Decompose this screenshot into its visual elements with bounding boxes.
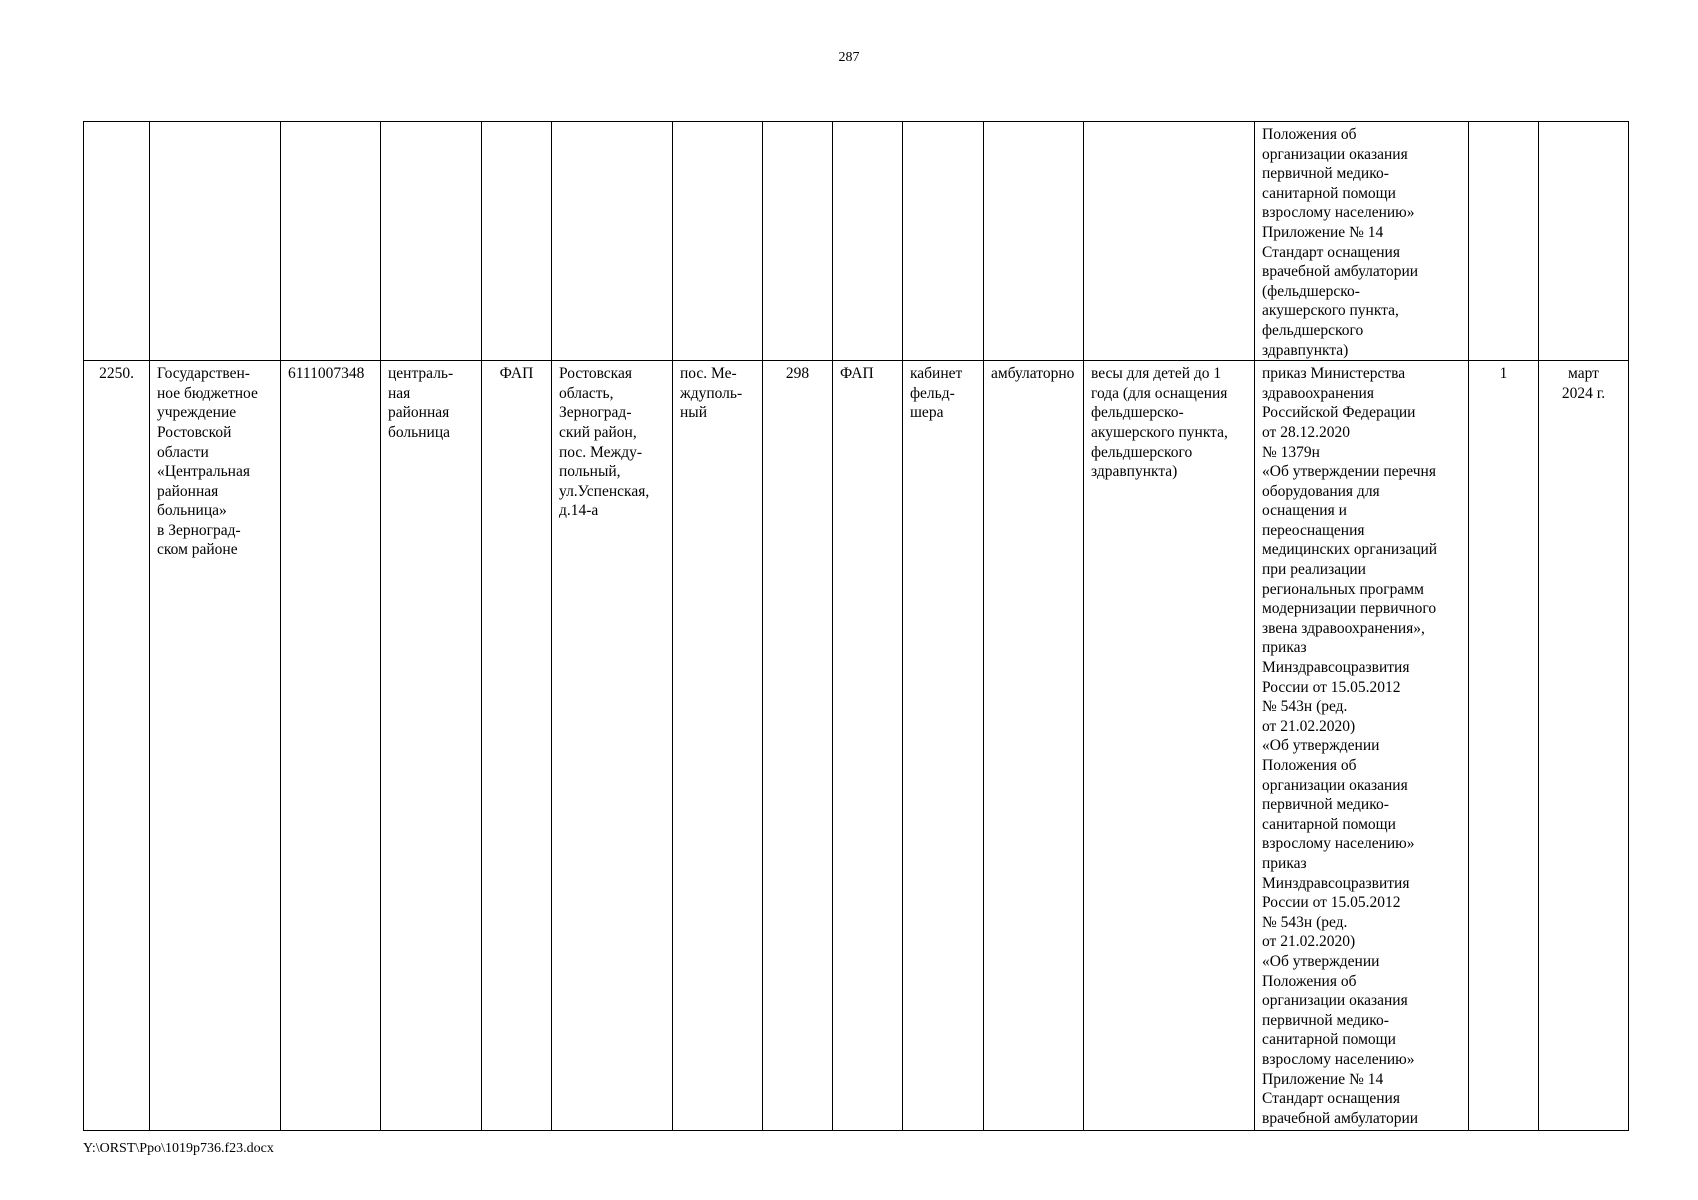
cell-code: 298 bbox=[763, 361, 833, 1131]
cell-unit: ФАП bbox=[482, 361, 552, 1131]
table-row bbox=[84, 361, 1629, 1131]
cell-inn bbox=[281, 122, 381, 361]
page-number: 287 bbox=[838, 50, 860, 65]
cell-num: 2250. bbox=[84, 361, 150, 1131]
equipment-table bbox=[83, 121, 1629, 1131]
cell-unit2: ФАП bbox=[833, 361, 903, 1131]
cell-org-type bbox=[381, 122, 482, 361]
cell-quantity: 1 bbox=[1469, 361, 1539, 1131]
cell-basis: приказ Министерства здравоохранения Российской Федерации от 28.12.2020 № 1379н «Об утверждении перечня оборудования для оснащения и переоснащения медицинских организаций при реализации региональных программ модернизации первичного звена здравоохранения», приказ Минздравсоцразвития России от 15.05.2012 № 543н (ред. от 21.02.2020) «Об утверждении Положения об организации оказания первичной медико- санитарной помощи взрослому населению» приказ Минздравсоцразвития России от 15.05.2012 № 543н (ред. от 21.02.2020) «Об утверждении Положения об организации оказания первичной медико- санитарной помощи взрослому населению» Приложение № 14 Стандарт оснащения врачебной амбулатории bbox=[1255, 361, 1469, 1131]
cell-settlement: пос. Ме- ждуполь- ный bbox=[673, 361, 763, 1131]
cell-address: Ростовская область, Зерноград- ский район, пос. Между- польный, ул.Успенская, д.14-а bbox=[552, 361, 673, 1131]
cell-deadline: март 2024 г. bbox=[1539, 361, 1629, 1131]
footer-file-path: Y:\ORST\Ppo\1019p736.f23.docx bbox=[83, 1141, 274, 1156]
cell-unit2 bbox=[833, 122, 903, 361]
cell-room bbox=[903, 122, 984, 361]
cell-address bbox=[552, 122, 673, 361]
cell-deadline bbox=[1539, 122, 1629, 361]
cell-inn: 6111007348 bbox=[281, 361, 381, 1131]
cell-basis: Положения об организации оказания первичной медико- санитарной помощи взрослому населению» Приложение № 14 Стандарт оснащения врачебной амбулатории (фельдшерско- акушерского пункта, фельдшерского здравпункта) bbox=[1255, 122, 1469, 361]
cell-settlement bbox=[673, 122, 763, 361]
cell-unit bbox=[482, 122, 552, 361]
cell-care-form bbox=[984, 122, 1084, 361]
cell-room: кабинет фельд- шера bbox=[903, 361, 984, 1131]
cell-care-form: амбулаторно bbox=[984, 361, 1084, 1131]
cell-equipment: весы для детей до 1 года (для оснащения фельдшерско- акушерского пункта, фельдшерского здравпункта) bbox=[1084, 361, 1255, 1131]
cell-org bbox=[150, 122, 281, 361]
cell-equipment bbox=[1084, 122, 1255, 361]
cell-quantity bbox=[1469, 122, 1539, 361]
table-row bbox=[84, 122, 1629, 361]
cell-code bbox=[763, 122, 833, 361]
cell-org: Государствен- ное бюджетное учреждение Ростовской области «Центральная районная больница» в Зерноград- ском районе bbox=[150, 361, 281, 1131]
cell-org-type: централь- ная районная больница bbox=[381, 361, 482, 1131]
cell-num bbox=[84, 122, 150, 361]
